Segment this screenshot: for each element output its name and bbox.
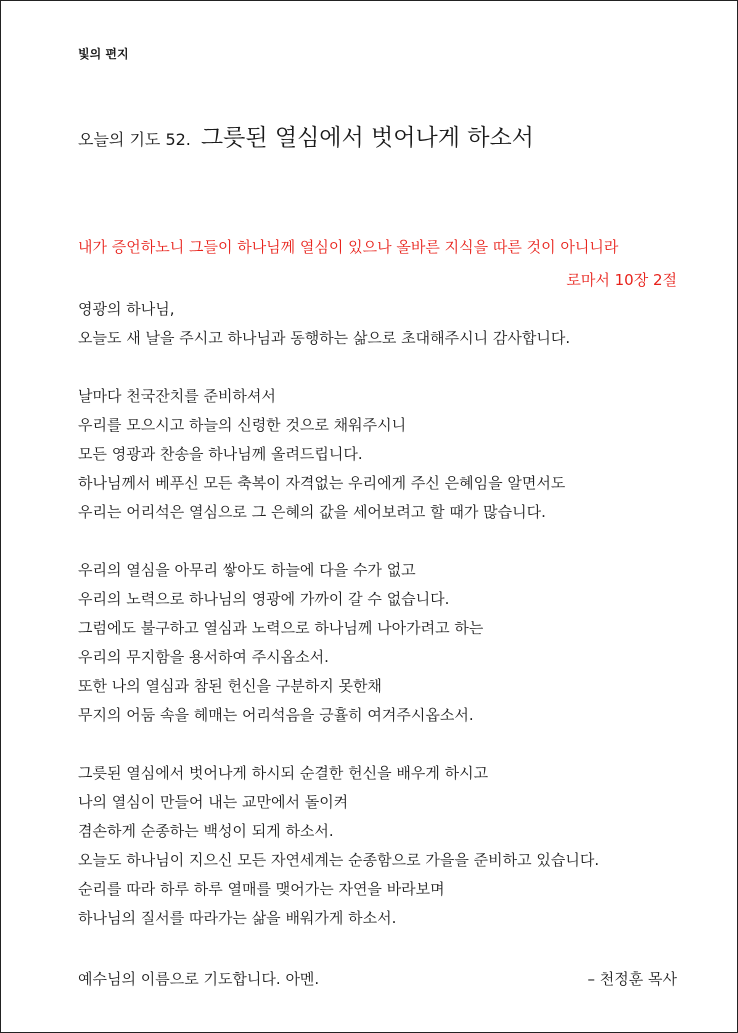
title-prefix: 오늘의 기도 52.: [78, 130, 191, 149]
prayer-line: 모든 영광과 찬송을 하나님께 올려드립니다.: [78, 445, 363, 463]
prayer-line: 그릇된 열심에서 벗어나게 하시되 순결한 헌신을 배우게 하시고: [78, 764, 489, 782]
title-main: 그릇된 열심에서 벗어나게 하소서: [200, 125, 534, 151]
scripture-verse: 내가 증언하노니 그들이 하나님께 열심이 있으나 올바른 지식을 따른 것이 아니니라: [78, 238, 619, 256]
prayer-line: 나의 열심이 만들어 내는 교만에서 돌이켜: [78, 793, 349, 811]
closing-line: 예수님의 이름으로 기도합니다. 아멘.: [78, 970, 320, 988]
prayer-line: 그럼에도 불구하고 열심과 노력으로 하나님께 나아가려고 하는: [78, 619, 484, 637]
paragraph-gap: [78, 353, 678, 382]
prayer-line: 날마다 천국잔치를 준비하셔서: [78, 387, 276, 405]
prayer-line: 우리를 모으시고 하늘의 신령한 것으로 채워주시니: [78, 416, 407, 434]
prayer-line: 무지의 어둠 속을 헤매는 어리석음을 긍휼히 여겨주시옵소서.: [78, 706, 474, 724]
prayer-line: 오늘도 새 날을 주시고 하나님과 동행하는 삶으로 초대해주시니 감사합니다.: [78, 329, 571, 347]
prayer-body: [78, 295, 678, 933]
prayer-line: 또한 나의 열심과 참된 헌신을 구분하지 못한채: [78, 677, 382, 695]
brand-label: 빛의 편지: [78, 47, 129, 61]
paragraph-gap: [78, 730, 678, 759]
paragraph-gap: [78, 527, 678, 556]
prayer-line: 오늘도 하나님이 지으신 모든 자연세계는 순종함으로 가을을 준비하고 있습니다.: [78, 851, 600, 869]
prayer-line: 우리는 어리석은 열심으로 그 은혜의 값을 세어보려고 할 때가 많습니다.: [78, 503, 546, 521]
prayer-line: 우리의 노력으로 하나님의 영광에 가까이 갈 수 없습니다.: [78, 590, 450, 608]
prayer-line: 하나님의 질서를 따라가는 삶을 배워가게 하소서.: [78, 909, 397, 927]
author-signature: – 천정훈 목사: [587, 970, 677, 988]
prayer-line: 하나님께서 베푸신 모든 축복이 자격없는 우리에게 주신 은혜임을 알면서도: [78, 474, 566, 492]
scripture-reference: 로마서 10장 2절: [566, 271, 677, 289]
prayer-title: [78, 119, 534, 152]
prayer-line: 우리의 무지함을 용서하여 주시옵소서.: [78, 648, 329, 666]
prayer-line: 우리의 열심을 아무리 쌓아도 하늘에 다을 수가 없고: [78, 561, 416, 579]
prayer-line: 겸손하게 순종하는 백성이 되게 하소서.: [78, 822, 334, 840]
prayer-line: 순리를 따라 하루 하루 열매를 맺어가는 자연을 바라보며: [78, 880, 445, 898]
prayer-line: 영광의 하나님,: [78, 300, 175, 318]
